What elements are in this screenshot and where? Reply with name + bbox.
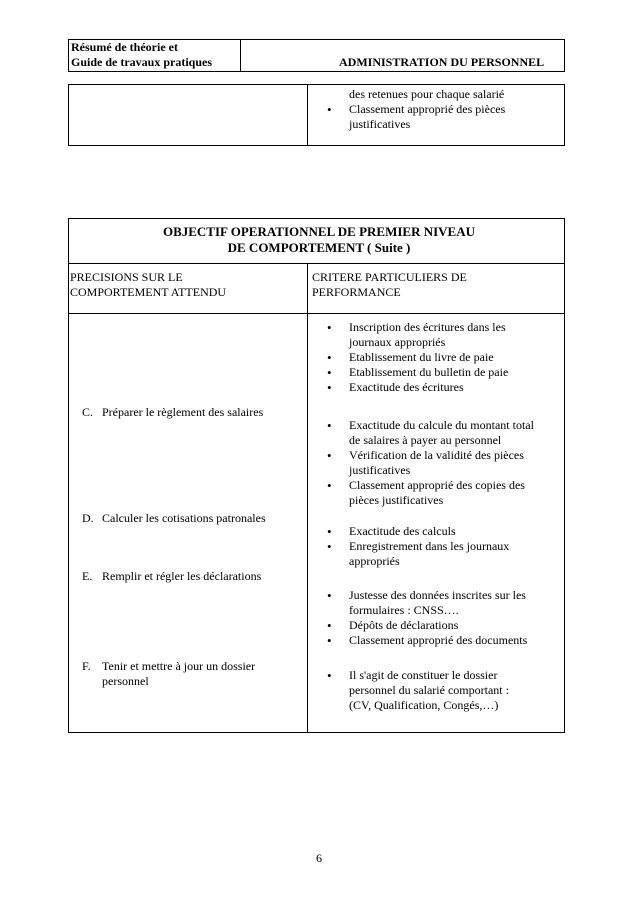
header-left-line1: Résumé de théorie et: [71, 40, 178, 54]
list-item: personnel du salarié comportant :: [349, 683, 509, 697]
list-item: formulaires : CNSS….: [349, 603, 459, 617]
behaviour-item: C. Préparer le règlement des salaires: [82, 405, 264, 419]
page-number: 6: [316, 851, 322, 865]
list-item: appropriés: [349, 554, 400, 568]
behaviour-item: F. Tenir et mettre à jour un dossier: [82, 659, 256, 673]
main-table-header-rule: [68, 313, 565, 314]
objective-title-line2: DE COMPORTEMENT ( Suite ): [227, 240, 411, 255]
main-table-divider: [307, 263, 308, 733]
column-header-left-line2: COMPORTEMENT ATTENDU: [70, 285, 227, 299]
header-left-line2: Guide de travaux pratiques: [71, 55, 213, 69]
list-item: • Exactitude du calcule du montant total: [315, 418, 565, 433]
list-item: • Etablissement du bulletin de paie: [315, 365, 565, 380]
list-item: • Classement approprié des copies des: [315, 478, 565, 493]
main-table-title-rule: [68, 263, 565, 264]
list-item: journaux appropriés: [349, 335, 446, 349]
list-item: justificatives: [349, 463, 411, 477]
criteria-group-5: [315, 668, 565, 713]
list-item: • Etablissement du livre de paie: [315, 350, 565, 365]
list-item: des retenues pour chaque salarié: [349, 87, 505, 101]
list-item: pièces justificatives: [349, 493, 444, 507]
column-header-right-line1: CRITERE PARTICULIERS DE: [312, 270, 467, 284]
criteria-group-2: [315, 418, 565, 508]
list-item: • Exactitude des écritures: [315, 380, 565, 395]
top-table-divider: [307, 84, 308, 146]
header-title: ADMINISTRATION DU PERSONNEL: [339, 55, 545, 69]
list-item: de salaires à payer au personnel: [349, 433, 502, 447]
column-header-left-line1: PRECISIONS SUR LE: [70, 270, 183, 284]
list-item: • Justesse des données inscrites sur les: [315, 588, 565, 603]
behaviour-item: E. Remplir et régler les déclarations: [82, 569, 262, 583]
column-header-right-line2: PERFORMANCE: [312, 285, 401, 299]
criteria-group-4: [315, 588, 565, 648]
list-item: • Il s'agit de constituer le dossier: [315, 668, 565, 683]
list-item: • Vérification de la validité des pièces: [315, 448, 565, 463]
criteria-group-3: [315, 524, 565, 569]
list-item: • Exactitude des calculs: [315, 524, 565, 539]
list-item: • Enregistrement dans les journaux: [315, 539, 565, 554]
list-item: • Inscription des écritures dans les: [315, 320, 565, 335]
list-item: justificatives: [349, 117, 411, 131]
list-item: (CV, Qualification, Congés,…): [349, 698, 499, 712]
top-table-criteria: [315, 87, 565, 132]
list-item: • Dépôts de déclarations: [315, 618, 565, 633]
objective-title-line1: OBJECTIF OPERATIONNEL DE PREMIER NIVEAU: [162, 224, 476, 239]
list-item: • Classement approprié des pièces: [315, 102, 565, 117]
behaviour-item: D. Calculer les cotisations patronales: [82, 511, 266, 525]
criteria-group-1: [315, 320, 565, 395]
list-item: • Classement approprié des documents: [315, 633, 565, 648]
behaviour-item-continuation: personnel: [102, 674, 149, 688]
header-divider: [240, 39, 241, 72]
